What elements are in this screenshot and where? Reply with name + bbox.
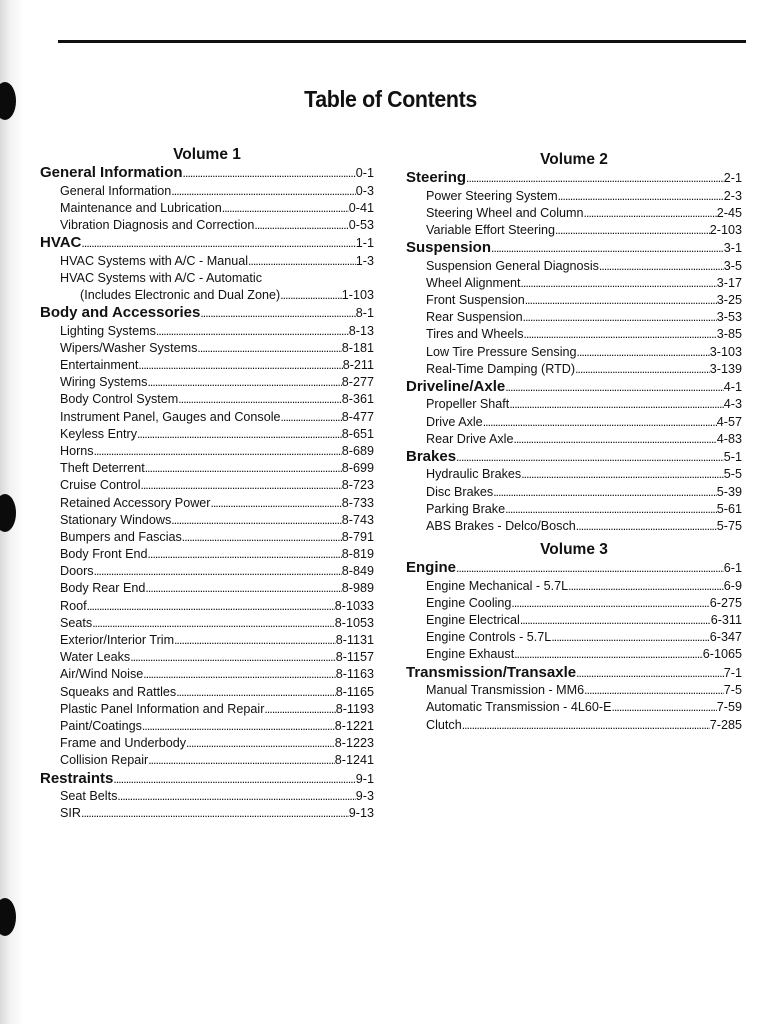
toc-page-number: 8-211 (342, 358, 374, 372)
dot-leader (147, 374, 341, 391)
toc-page-number: 8-1193 (335, 701, 374, 716)
toc-section-entry (406, 664, 742, 683)
toc-subsection-entry (40, 752, 374, 769)
volume-2-heading: Volume 2 (540, 151, 608, 168)
toc-section-entry (406, 239, 742, 258)
toc-subsection-entry (40, 217, 374, 234)
toc-entry-title: Doors (60, 564, 94, 579)
toc-entry-title: Bumpers and Fascias (60, 529, 182, 544)
toc-page-number: 3-103 (709, 344, 742, 359)
dot-leader (171, 512, 341, 529)
toc-entry-title: Engine Exhaust (426, 647, 515, 662)
toc-section-entry (40, 770, 374, 789)
dot-leader (466, 169, 724, 188)
toc-subsection-entry (40, 287, 374, 304)
toc-page-number: 8-1221 (334, 718, 374, 733)
dot-leader (200, 304, 355, 323)
toc-subsection-entry (406, 258, 742, 275)
toc-page-number: 1-103 (341, 287, 374, 302)
dot-leader (514, 431, 717, 448)
volume-2-list (406, 169, 742, 535)
toc-page-number: 8-1165 (335, 684, 374, 699)
toc-entry-title: Propeller Shaft (426, 397, 510, 412)
left-column (40, 144, 374, 822)
toc-entry-title: HVAC Systems with A/C - Manual (60, 253, 249, 268)
toc-subsection-entry (406, 431, 742, 448)
toc-subsection-entry (40, 615, 374, 632)
dot-leader (575, 361, 710, 378)
toc-entry-title: Entertainment (60, 358, 139, 372)
dot-leader (211, 495, 342, 512)
dot-leader (505, 501, 717, 518)
toc-page-number: 8-733 (341, 495, 374, 510)
toc-page-number: 8-181 (341, 340, 374, 355)
dot-leader (222, 200, 349, 217)
toc-entry-title: Variable Effort Steering (426, 222, 556, 237)
dot-leader (551, 629, 709, 646)
dot-leader (182, 529, 342, 546)
toc-entry-title: Plastic Panel Information and Repair (60, 701, 265, 716)
toc-page-number: 1-1 (355, 236, 374, 251)
dot-leader (491, 239, 724, 258)
toc-subsection-entry (40, 200, 374, 217)
toc-entry-title: Engine Controls - 5.7L (426, 630, 552, 645)
toc-page-number: 8-13 (348, 323, 374, 338)
toc-page-number: 5-75 (716, 519, 742, 533)
dot-leader (94, 563, 342, 580)
dot-leader (141, 477, 342, 494)
toc-entry-title: Exterior/Interior Trim (60, 633, 175, 647)
volume-1-list (40, 164, 374, 822)
toc-section-entry (40, 164, 374, 183)
toc-entry-title: Frame and Underbody (60, 736, 187, 751)
volume-3-heading: Volume 3 (540, 541, 608, 559)
dot-leader (280, 287, 342, 304)
toc-entry-title: General Information (60, 183, 172, 198)
toc-entry-title: Disc Brakes (426, 484, 494, 499)
toc-entry-title: Driveline/Axle (406, 377, 506, 395)
dot-leader (281, 409, 342, 426)
toc-page-number: 6-1 (723, 561, 742, 576)
toc-subsection-entry (406, 646, 742, 663)
dot-leader (94, 443, 342, 460)
toc-subsection-entry (40, 598, 374, 615)
volume-1-heading: Volume 1 (173, 146, 241, 163)
dot-leader (521, 275, 717, 292)
binder-hole-middle (0, 494, 16, 532)
toc-entry-title: Low Tire Pressure Sensing (426, 344, 577, 359)
toc-section-entry (406, 378, 742, 397)
toc-page-number: 2-3 (723, 188, 742, 203)
binder-hole-top (0, 82, 16, 120)
toc-page-number: 8-1053 (334, 615, 374, 630)
toc-page-number: 8-1157 (335, 650, 374, 665)
toc-subsection-entry (40, 735, 374, 752)
dot-leader (264, 701, 335, 718)
toc-entry-title: Instrument Panel, Gauges and Console (60, 409, 281, 424)
toc-page-number: 5-1 (723, 449, 742, 464)
toc-subsection-entry (40, 253, 374, 270)
toc-entry-title: Steering Wheel and Column (426, 205, 584, 220)
toc-subsection-entry (406, 612, 742, 629)
toc-entry-title: Engine (406, 559, 457, 577)
toc-subsection-entry (406, 629, 742, 646)
dot-leader (87, 598, 335, 615)
dot-leader (171, 183, 355, 200)
toc-entry-title: Steering (406, 169, 467, 186)
toc-entry-title: Collision Repair (60, 753, 149, 768)
toc-page-number: 8-791 (341, 529, 374, 544)
toc-page-number: 3-25 (716, 292, 742, 307)
dot-leader (555, 222, 710, 239)
toc-page-number: 6-1065 (702, 647, 742, 662)
toc-page-number: 5-61 (716, 501, 742, 516)
toc-page-number: 7-285 (709, 717, 742, 732)
toc-entry-title: Tires and Wheels (426, 327, 524, 342)
toc-entry-title: Wheel Alignment (426, 275, 521, 290)
right-column (406, 149, 742, 734)
toc-section-entry (406, 448, 742, 467)
dot-leader (81, 805, 349, 822)
toc-subsection-entry (40, 788, 374, 805)
toc-page-number: 8-723 (341, 478, 374, 493)
toc-page-number: 3-1 (723, 241, 742, 256)
toc-subsection-entry (40, 443, 374, 460)
dot-leader (576, 518, 717, 535)
toc-subsection-entry (40, 512, 374, 529)
toc-subsection-entry (40, 649, 374, 666)
dot-leader (142, 718, 335, 735)
toc-subsection-entry (40, 183, 374, 200)
toc-page-number: 8-849 (341, 564, 374, 579)
toc-page-number: 8-1223 (334, 736, 374, 751)
page-title: Table of Contents (304, 86, 477, 112)
toc-page-number: 0-53 (348, 217, 374, 232)
toc-entry-title: Suspension (406, 239, 492, 257)
toc-subsection-entry (40, 391, 374, 408)
toc-subsection-entry (40, 323, 374, 340)
toc-page-number: 0-3 (355, 183, 374, 198)
dot-leader (143, 666, 335, 683)
toc-subsection-entry (40, 546, 374, 563)
toc-entry-title: Brakes (406, 447, 457, 465)
toc-page-number: 7-5 (723, 683, 742, 698)
toc-entry-title: Stationary Windows (60, 512, 172, 527)
toc-subsection-entry (40, 666, 374, 683)
toc-subsection-entry (40, 270, 374, 287)
toc-entry-title: Maintenance and Lubrication (60, 200, 222, 215)
toc-subsection-entry (40, 340, 374, 357)
toc-page-number: 3-139 (709, 361, 742, 376)
toc-subsection-entry (406, 292, 742, 309)
toc-entry-title: Body Control System (60, 392, 179, 407)
toc-entry-title: Roof (60, 598, 87, 613)
toc-page-number: 7-1 (723, 665, 742, 680)
toc-page-number: 0-1 (355, 166, 374, 180)
toc-entry-title: Lighting Systems (60, 323, 156, 338)
toc-entry-title: Suspension General Diagnosis (426, 258, 599, 273)
toc-page-number: 3-53 (716, 310, 742, 325)
toc-subsection-entry (40, 580, 374, 597)
toc-page-number: 5-5 (723, 467, 742, 482)
dot-leader (186, 735, 335, 752)
toc-entry-title: Body Front End (60, 547, 148, 562)
toc-page-number: 8-477 (341, 409, 374, 424)
toc-entry-title: Paint/Coatings (60, 718, 142, 733)
toc-subsection-entry (40, 563, 374, 580)
toc-subsection-entry (40, 684, 374, 701)
toc-section-entry (40, 234, 374, 253)
toc-page-number: 6-311 (710, 613, 742, 628)
dot-leader (505, 378, 724, 397)
toc-page-number: 8-651 (341, 426, 374, 441)
toc-subsection-entry (406, 326, 742, 343)
toc-entry-title: Body and Accessories (40, 304, 201, 322)
toc-entry-title: Parking Brake (426, 501, 506, 516)
dot-leader (525, 292, 717, 309)
dot-leader (130, 649, 335, 666)
toc-subsection-entry (406, 578, 742, 595)
toc-entry-title: (Includes Electronic and Dual Zone) (80, 287, 281, 302)
toc-entry-title: Body Rear End (60, 581, 146, 596)
toc-page-number: 6-275 (709, 595, 742, 610)
toc-subsection-entry (40, 357, 374, 374)
toc-entry-title: HVAC Systems with A/C - Automatic (60, 270, 263, 285)
dot-leader (456, 448, 724, 467)
dot-leader (113, 770, 355, 789)
toc-entry-title: Drive Axle (426, 414, 483, 429)
toc-page-number: 7-59 (716, 700, 742, 715)
toc-subsection-entry (406, 361, 742, 378)
toc-page-number: 6-347 (709, 630, 742, 645)
toc-subsection-entry (40, 460, 374, 477)
dot-leader (524, 326, 717, 343)
toc-subsection-entry (406, 414, 742, 431)
dot-leader (92, 615, 335, 632)
volume-3-list (406, 559, 742, 734)
toc-subsection-entry (40, 718, 374, 735)
toc-subsection-entry (406, 188, 742, 205)
toc-entry-title: Squeaks and Rattles (60, 684, 177, 699)
toc-page-number: 3-85 (716, 327, 742, 342)
toc-page-number: 8-689 (341, 443, 374, 458)
toc-entry-title: Retained Accessory Power (60, 495, 211, 510)
dot-leader (558, 188, 724, 205)
toc-subsection-entry (40, 632, 374, 649)
toc-page-number: 9-13 (348, 806, 374, 821)
dot-leader (174, 632, 336, 649)
toc-page-number: 8-1163 (335, 667, 374, 682)
toc-page-number: 8-361 (341, 392, 374, 407)
toc-entry-title: Power Steering System (426, 188, 558, 203)
toc-entry-title: Hydraulic Brakes (426, 467, 522, 482)
toc-page-number: 8-1131 (335, 633, 374, 647)
toc-entry-title: Front Suspension (426, 292, 525, 307)
toc-entry-title: Engine Cooling (426, 595, 512, 610)
toc-subsection-entry (40, 409, 374, 426)
toc-page-number: 1-3 (355, 253, 374, 268)
header-rule (58, 40, 746, 43)
toc-subsection-entry (406, 275, 742, 292)
toc-page-number: 8-699 (341, 461, 374, 476)
dot-leader (254, 217, 348, 234)
toc-subsection-entry (406, 501, 742, 518)
toc-subsection-entry (406, 205, 742, 222)
dot-leader (577, 344, 710, 361)
toc-subsection-entry (406, 484, 742, 501)
toc-entry-title: General Information (40, 164, 183, 181)
toc-page-number: 2-103 (709, 222, 742, 237)
toc-subsection-entry (40, 477, 374, 494)
toc-page-number: 4-57 (716, 414, 742, 429)
toc-page-number: 4-3 (723, 397, 742, 412)
toc-entry-title: Wiring Systems (60, 375, 148, 390)
toc-entry-title: Engine Electrical (426, 613, 520, 628)
dot-leader (456, 559, 724, 578)
dot-leader (493, 484, 717, 501)
toc-subsection-entry (406, 682, 742, 699)
toc-page-number: 8-989 (341, 581, 374, 596)
toc-entry-title: Seat Belts (60, 789, 118, 803)
toc-page-number: 4-1 (723, 379, 742, 394)
dot-leader (568, 578, 724, 595)
dot-leader (148, 546, 342, 563)
toc-subsection-entry (40, 495, 374, 512)
dot-leader (178, 391, 341, 408)
dot-leader (138, 357, 342, 374)
dot-leader (148, 752, 335, 769)
toc-subsection-entry (406, 518, 742, 535)
dot-leader (462, 717, 710, 734)
toc-section-entry (406, 559, 742, 578)
toc-page-number: 2-45 (716, 205, 742, 220)
dot-leader (145, 580, 341, 597)
toc-subsection-entry (40, 805, 374, 822)
toc-entry-title: Air/Wind Noise (60, 667, 144, 682)
dot-leader (599, 258, 724, 275)
toc-entry-title: Rear Drive Axle (426, 431, 514, 446)
toc-entry-title: SIR (60, 806, 81, 821)
toc-section-entry (40, 304, 374, 323)
toc-page-number: 3-17 (716, 275, 742, 290)
toc-subsection-entry (40, 426, 374, 443)
toc-entry-title: Transmission/Transaxle (406, 663, 577, 681)
toc-page-number: 8-743 (341, 512, 374, 527)
binder-hole-bottom (0, 898, 16, 936)
dot-leader (520, 612, 711, 629)
toc-entry-title: HVAC (40, 234, 82, 252)
toc-page-number: 0-41 (348, 200, 374, 215)
toc-entry-title: Horns (60, 443, 94, 458)
toc-entry-title: Restraints (40, 769, 114, 787)
toc-entry-title: Cruise Control (60, 478, 141, 493)
toc-page-number: 8-277 (341, 375, 374, 390)
toc-subsection-entry (406, 222, 742, 239)
dot-leader (523, 309, 717, 326)
toc-subsection-entry (40, 374, 374, 391)
toc-entry-title: Rear Suspension (426, 310, 523, 325)
dot-leader (197, 340, 341, 357)
dot-leader (509, 396, 723, 413)
dot-leader (145, 460, 342, 477)
toc-subsection-entry (406, 595, 742, 612)
dot-leader (511, 595, 709, 612)
toc-page-number: 8-1241 (334, 753, 374, 768)
toc-entry-title: Clutch (426, 717, 462, 732)
toc-page-number: 3-5 (723, 258, 742, 273)
toc-subsection-entry (406, 699, 742, 716)
toc-subsection-entry (406, 717, 742, 734)
toc-subsection-entry (406, 396, 742, 413)
toc-entry-title: Automatic Transmission - 4L60-E (426, 700, 612, 715)
toc-page-number: 5-39 (716, 484, 742, 499)
toc-subsection-entry (40, 529, 374, 546)
toc-section-entry (406, 169, 742, 188)
toc-page-number: 9-3 (355, 789, 374, 803)
dot-leader (521, 466, 724, 483)
toc-entry-title: Vibration Diagnosis and Correction (60, 217, 255, 232)
toc-page-number: 6-9 (723, 578, 742, 593)
dot-leader (183, 164, 356, 183)
dot-leader (176, 684, 336, 701)
toc-entry-title: Engine Mechanical - 5.7L (426, 578, 569, 593)
toc-page-number: 8-1033 (334, 598, 374, 613)
dot-leader (81, 234, 355, 253)
toc-entry-title: ABS Brakes - Delco/Bosch (426, 519, 576, 533)
toc-page-number: 8-819 (341, 547, 374, 562)
dot-leader (483, 414, 717, 431)
dot-leader (248, 253, 356, 270)
toc-page-number: 4-83 (716, 431, 742, 446)
dot-leader (117, 788, 355, 805)
toc-entry-title: Theft Deterrent (60, 461, 145, 476)
dot-leader (156, 323, 349, 340)
toc-page-number: 9-1 (355, 771, 374, 786)
toc-entry-title: Wipers/Washer Systems (60, 340, 198, 355)
toc-entry-title: Real-Time Damping (RTD) (426, 361, 576, 376)
toc-entry-title: Seats (60, 615, 93, 630)
dot-leader (611, 699, 716, 716)
toc-entry-title: Keyless Entry (60, 426, 137, 441)
toc-entry-title: Water Leaks (60, 650, 131, 665)
toc-page-number: 2-1 (723, 171, 742, 185)
dot-leader (514, 646, 703, 663)
dot-leader (584, 205, 717, 222)
dot-leader (137, 426, 342, 443)
dot-leader (584, 682, 724, 699)
toc-subsection-entry (406, 466, 742, 483)
toc-entry-title: Manual Transmission - MM6 (426, 683, 585, 698)
dot-leader (576, 664, 724, 683)
toc-subsection-entry (406, 309, 742, 326)
toc-subsection-entry (406, 344, 742, 361)
toc-page-number: 8-1 (355, 306, 374, 321)
toc-subsection-entry (40, 701, 374, 718)
